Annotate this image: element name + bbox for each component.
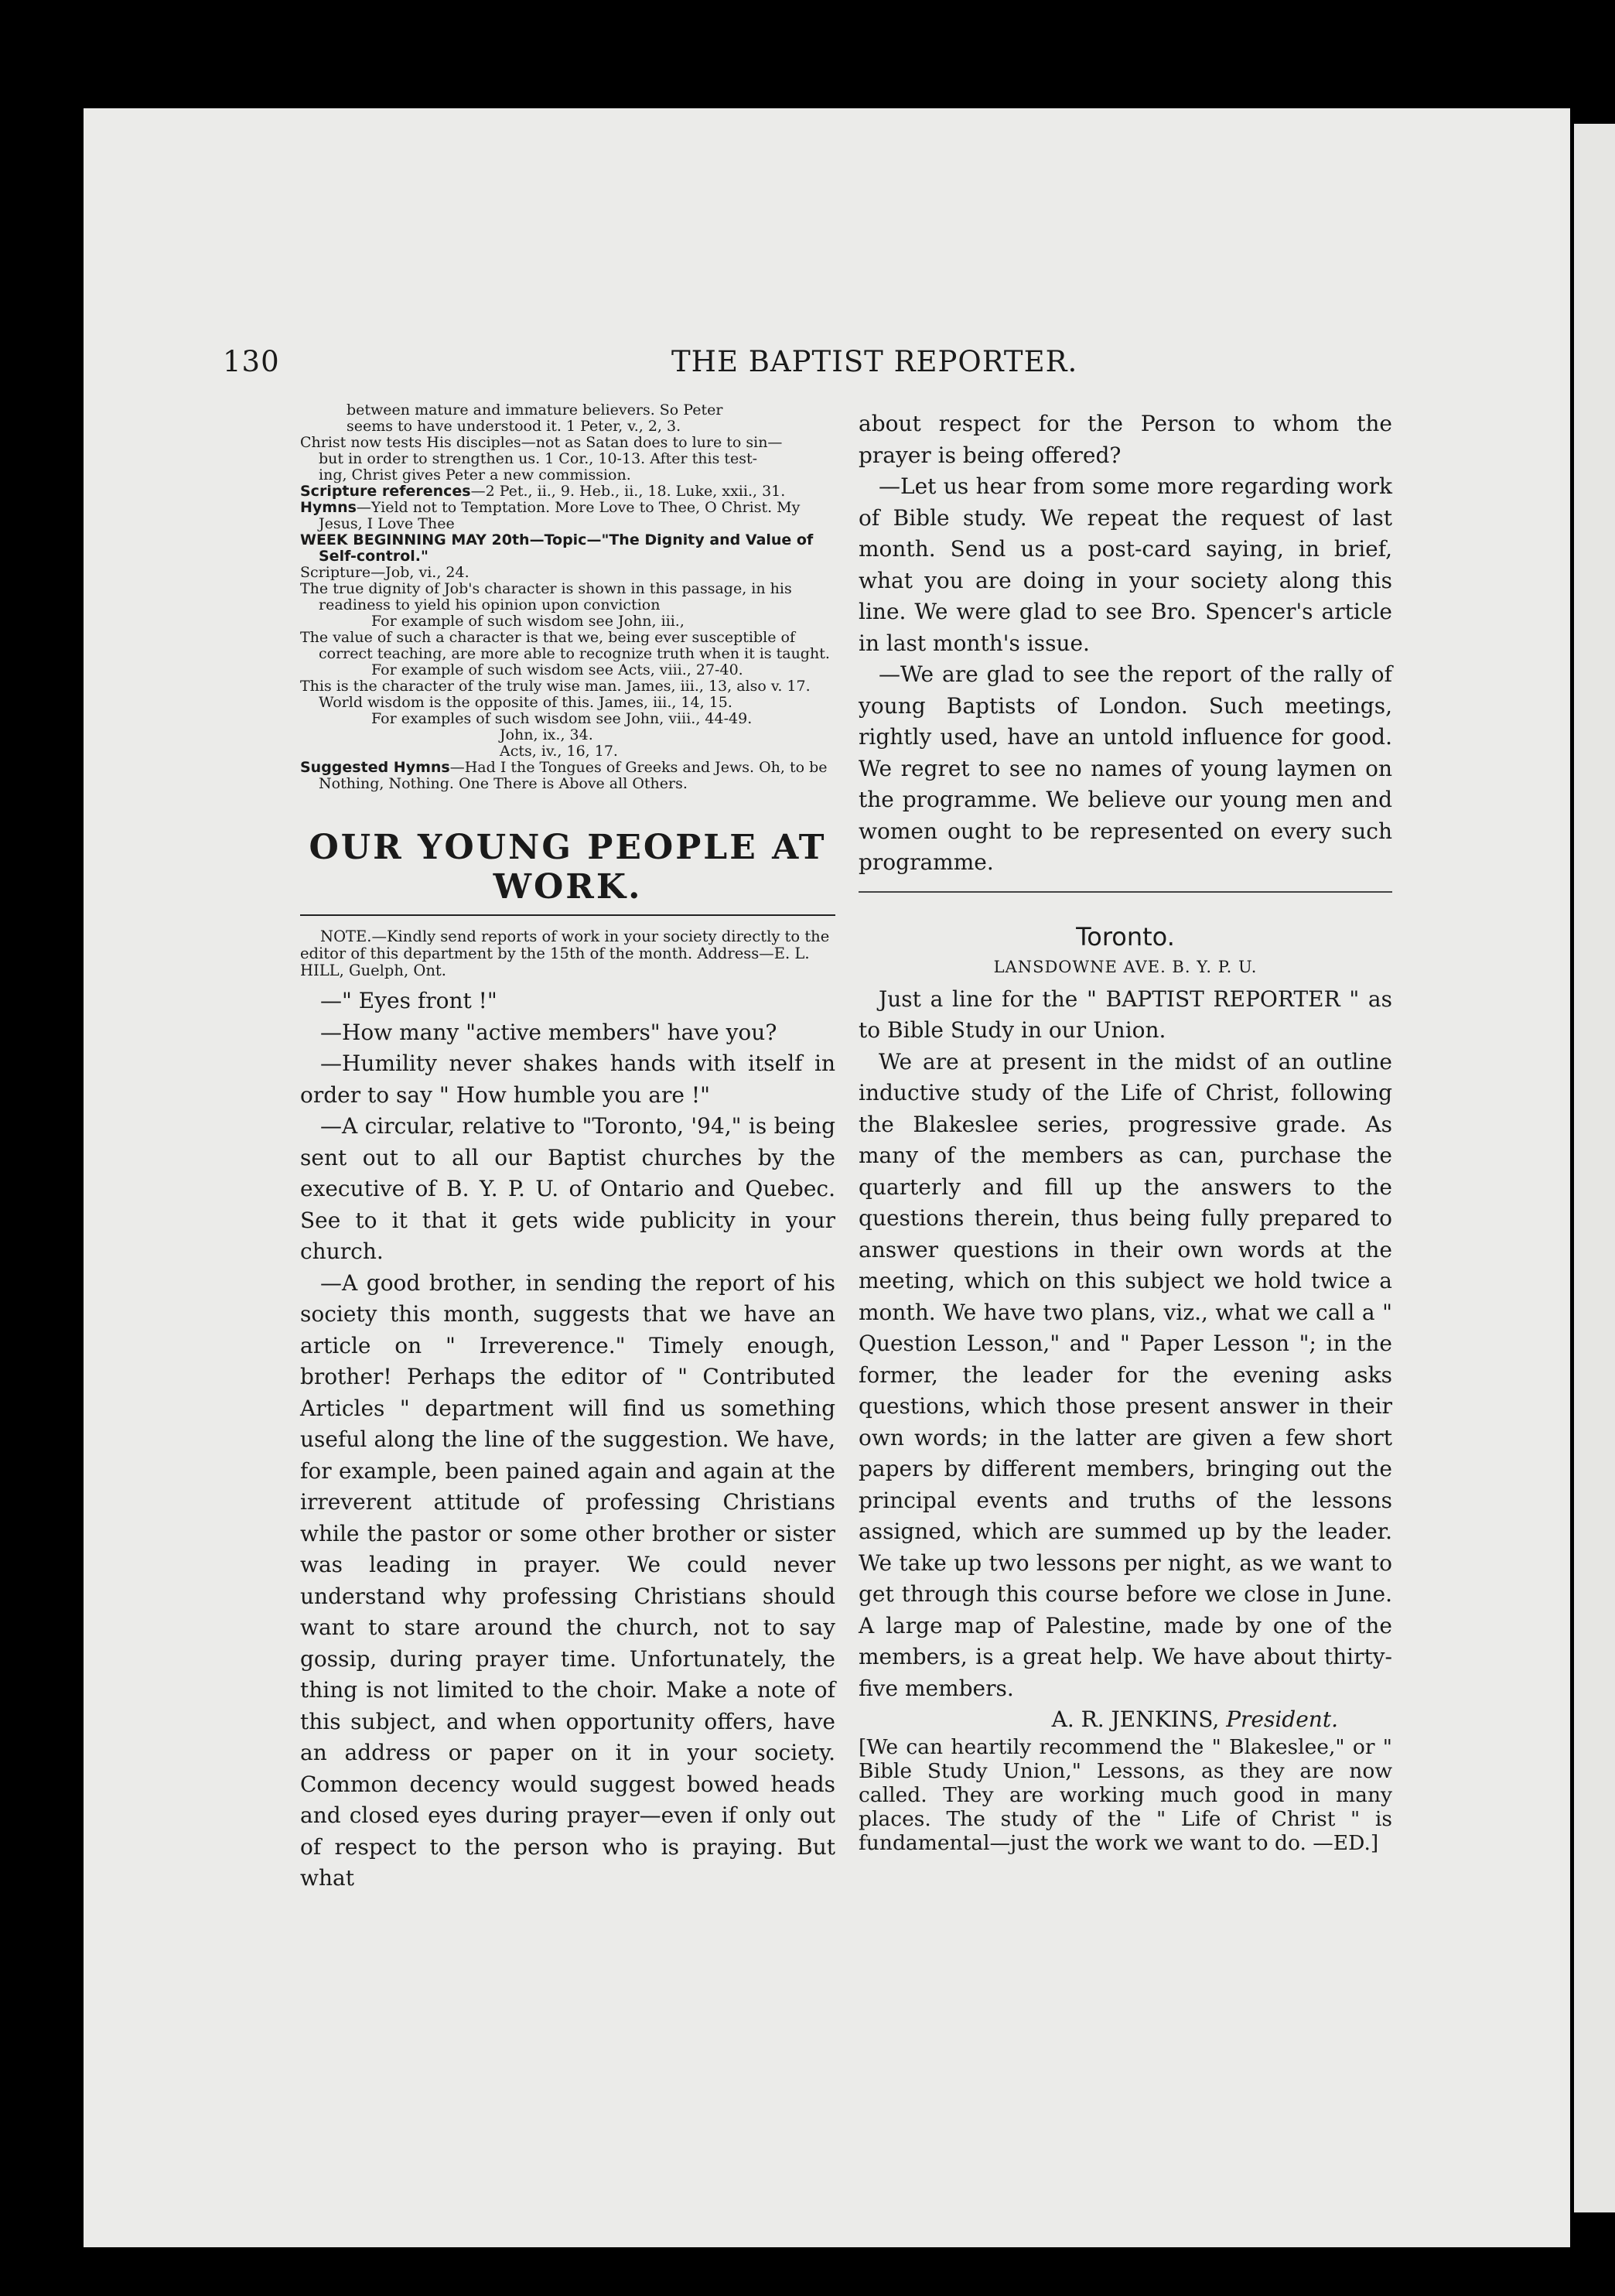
left-body bbox=[300, 986, 835, 1895]
signature bbox=[859, 1704, 1338, 1735]
paragraph: —How many "active members" have you? bbox=[320, 1019, 777, 1045]
paragraph: —We are glad to see the report of the rally of young Baptists of London. Such meetings, rightly used, have an untold influence for good. We regret to see no names of young laymen on the programme. We believe our young men and women ought to be represented on every such programme. bbox=[859, 661, 1392, 875]
right-column bbox=[859, 408, 1392, 1855]
notes-line: seems to have understood it. 1 Peter, v., 2, 3. bbox=[347, 418, 681, 435]
week-line: This is the character of the truly wise man. James, iii., 13, also v. 17. World wisdom is the opposite of this. James, iii., 14, 15. bbox=[300, 678, 811, 711]
running-title: THE BAPTIST REPORTER. bbox=[671, 345, 1078, 378]
scripture-label: Scripture references bbox=[300, 483, 471, 500]
editor-recommendation-text: [We can heartily recommend the " Blakeslee," or " Bible Study Union," Lessons, as they are now called. They are working much good in many places. The study of the " Life of Christ " is fundamental—just the work we want to do. —ED.] bbox=[859, 1735, 1392, 1855]
paragraph: We are at present in the midst of an outline inductive study of the Life of Christ, following the Blakeslee series, progressive grade. As many of the members as can, purchase the quarterly and fill up the answers to the questions therein, thus being fully prepared to answer questions in their own words at the meeting, which on this subject we hold twice a month. We have two plans, viz., what we call a " Question Lesson," and " Paper Lesson "; in the former, the leader for the evening asks questions, which those present answer in their own words; in the latter are given a few short papers by different members, bringing out the principal events and truths of the lessons assigned, which are summed up by the leader. We take up two lessons per night, as we want to get through this course before we close in June. A large map of Palestine, made by one of the members, is a great help. We have about thirty-five members. bbox=[859, 1048, 1392, 1701]
signature-title: President. bbox=[1226, 1707, 1338, 1732]
week-line: The value of such a character is that we, being ever susceptible of correct teaching, are more able to recognize truth when it is taught. bbox=[300, 629, 830, 662]
topic-notes bbox=[300, 402, 835, 792]
paragraph: —" Eyes front !" bbox=[320, 988, 497, 1013]
suggested-hymns bbox=[300, 760, 835, 792]
scripture-references bbox=[300, 483, 835, 500]
suggested-label: Suggested Hymns bbox=[300, 759, 450, 776]
week-line: For example of such wisdom see John, iii., bbox=[371, 613, 685, 630]
paragraph: —A circular, relative to "Toronto, '94," is being sent out to all our Baptist churches by the executive of B. Y. P. U. of Ontario and Quebec. See to it that it gets wide publicity in your church. bbox=[300, 1113, 835, 1264]
editor-recommendation bbox=[859, 1735, 1392, 1855]
scripture-refs: —2 Pet., ii., 9. Heb., ii., 18. Luke, xxii., 31. bbox=[470, 483, 786, 500]
page-number: 130 bbox=[223, 345, 280, 378]
paragraph: —Humility never shakes hands with itself in order to say " How humble you are !" bbox=[300, 1051, 835, 1108]
week-line: The true dignity of Job's character is shown in this passage, in his readiness to yield his opinion upon conviction bbox=[300, 580, 792, 613]
notes-line: between mature and immature believers. So Peter bbox=[347, 401, 723, 419]
left-column bbox=[300, 402, 835, 1895]
notes-line: ing, Christ gives Peter a new commission. bbox=[319, 466, 631, 483]
divider-rule bbox=[859, 891, 1392, 893]
hymns-label: Hymns bbox=[300, 499, 357, 516]
paragraph: —A good brother, in sending the report of his society this month, suggests that we have an article on " Irreverence." Timely enough, brother! Perhaps the editor of " Contributed Articles " department will find us something useful along the line of the suggestion. We have, for example, been pained again and again at the irreverent attitude of professing Christians while the pastor or some other brother or sister was leading in prayer. We could never understand why professing Christians should want to stare around the church, not to say gossip, during prayer time. Unfortunately, the thing is not limited to the choir. Make a note of this subject, and when opportunity offers, have an address or paper on it in your society. Common decency would suggest bowed heads and closed eyes during prayer—even if only out of respect to the person who is praying. But what bbox=[300, 1269, 835, 1891]
notes-line: Christ now tests His disciples—not as Satan does to lure to sin— bbox=[300, 434, 783, 451]
week-line: John, ix., 34. bbox=[500, 726, 593, 743]
paragraph: —Let us hear from some more regarding work of Bible study. We repeat the request of last month. Send us a post-card saying, in brief, what you are doing in your society along this line. We were glad to see Bro. Spencer's article in last month's issue. bbox=[859, 473, 1392, 656]
hymns-text: —Yield not to Temptation. More Love to Thee, O Christ. My Jesus, I Love Thee bbox=[319, 499, 801, 532]
section-rule bbox=[300, 914, 835, 916]
week-line: Acts, iv., 16, 17. bbox=[500, 743, 618, 760]
page-header bbox=[223, 345, 1348, 391]
section-title: OUR YOUNG PEOPLE AT WORK. bbox=[309, 828, 827, 907]
week-line: For example of such wisdom see Acts, viii., 27-40. bbox=[371, 661, 743, 678]
hymns bbox=[300, 500, 835, 532]
toronto-heading: Toronto. bbox=[1076, 921, 1175, 952]
week-heading: WEEK BEGINNING MAY 20th—Topic—"The Dignity and Value of Self-control." bbox=[300, 531, 814, 565]
toronto-subheading: LANSDOWNE AVE. B. Y. P. U. bbox=[993, 957, 1258, 976]
week-line: For examples of such wisdom see John, viii., 44-49. bbox=[371, 710, 753, 727]
right-body bbox=[859, 408, 1392, 879]
suggested-text: —Had I the Tongues of Greeks and Jews. Oh, to be Nothing, Nothing. One There is Above all Others. bbox=[319, 759, 828, 792]
signature-name: A. R. JENKINS, bbox=[1051, 1707, 1220, 1732]
facing-page-edge bbox=[1574, 124, 1615, 2212]
notes-line: but in order to strengthen us. 1 Cor., 10-13. After this test- bbox=[319, 450, 758, 467]
paragraph: about respect for the Person to whom the prayer is being offered? bbox=[859, 411, 1392, 468]
paragraph: Just a line for the " BAPTIST REPORTER " as to Bible Study in our Union. bbox=[859, 986, 1392, 1043]
week-line: Scripture—Job, vi., 24. bbox=[300, 564, 469, 581]
toronto-body bbox=[859, 984, 1392, 1705]
editor-note: NOTE.—Kindly send reports of work in your society directly to the editor of this department by the 15th of the month. Address—E. L. HILL, Guelph, Ont. bbox=[300, 928, 830, 979]
